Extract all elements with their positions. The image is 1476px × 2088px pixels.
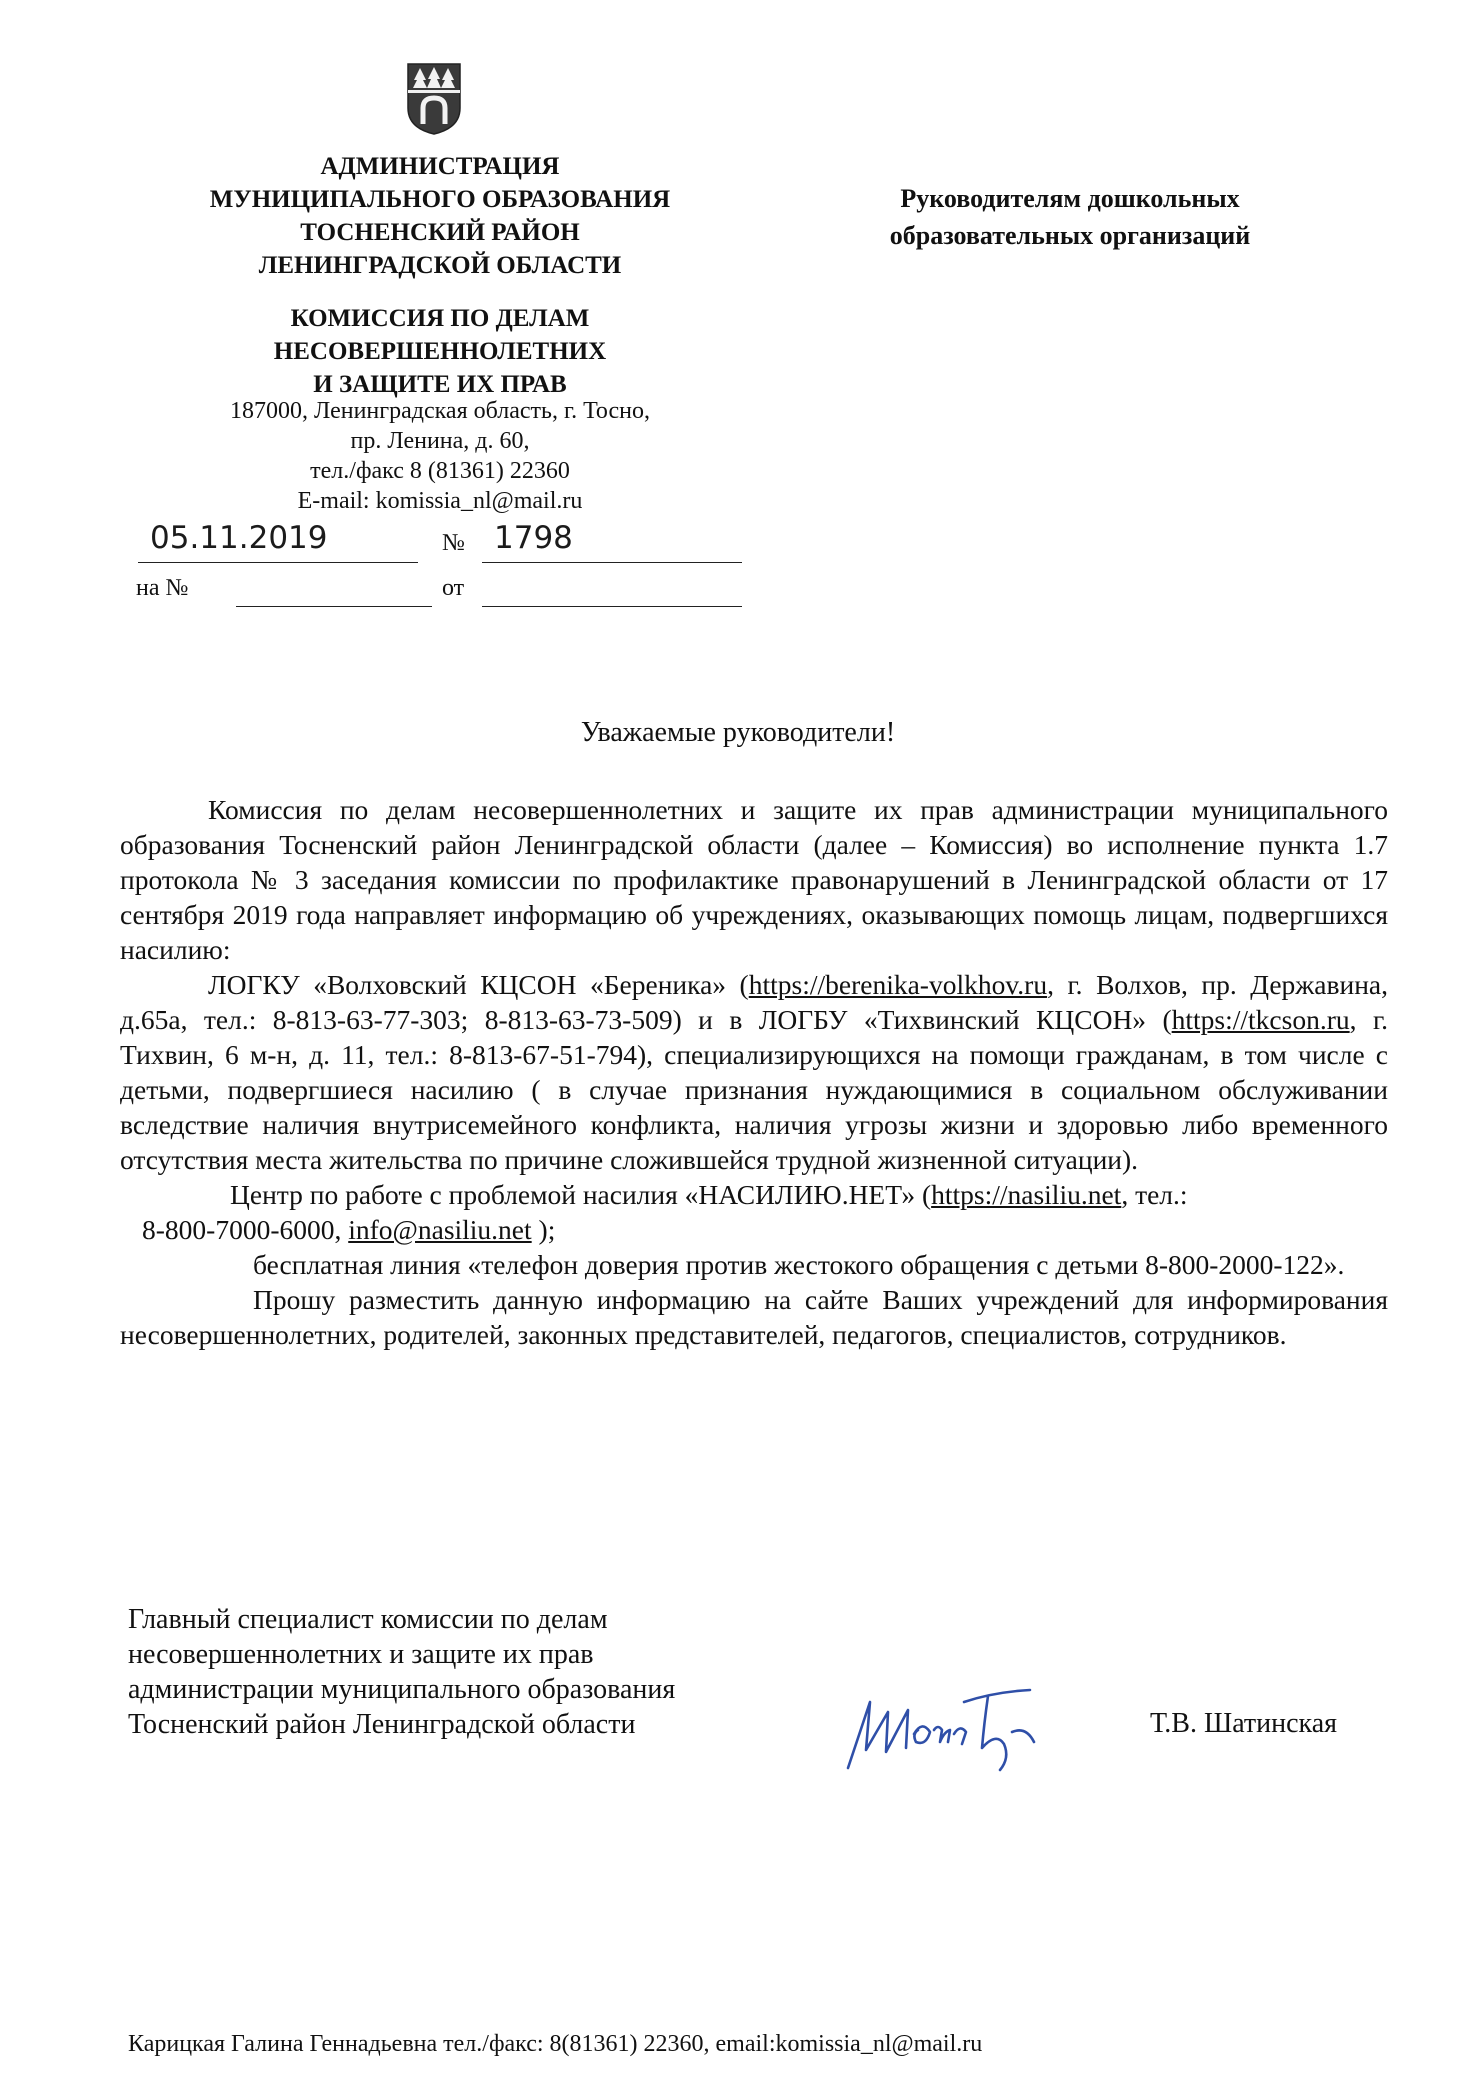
date-underline bbox=[138, 562, 418, 563]
commission-line: И ЗАЩИТЕ ИХ ПРАВ bbox=[313, 371, 567, 398]
signatory-position bbox=[128, 1602, 788, 1742]
position-line: администрации муниципального образования bbox=[128, 1674, 676, 1705]
berenika-link[interactable]: https://berenika-volkhov.ru bbox=[748, 969, 1048, 1000]
org-name bbox=[160, 150, 720, 282]
paragraph: бесплатная линия «телефон доверия против жестокого обращения с детьми 8-800-2000-122». bbox=[253, 1249, 1345, 1280]
org-line: ЛЕНИНГРАДСКОЙ ОБЛАСТИ bbox=[258, 252, 622, 279]
from-underline bbox=[482, 606, 742, 607]
org-line: АДМИНИСТРАЦИЯ bbox=[320, 153, 560, 180]
recipient bbox=[810, 180, 1330, 254]
address-line: тел./факс 8 (81361) 22360 bbox=[310, 458, 570, 484]
paragraph: 8-800-7000-6000, info@nasiliu.net ); bbox=[142, 1214, 556, 1245]
commission-line: КОМИССИЯ ПО ДЕЛАМ bbox=[290, 305, 590, 332]
address-line: 187000, Ленинградская область, г. Тосно, bbox=[229, 398, 651, 424]
outgoing-date: 05.11.2019 bbox=[150, 520, 328, 556]
handwritten-signature bbox=[826, 1672, 1076, 1776]
org-line: МУНИЦИПАЛЬНОГО ОБРАЗОВАНИЯ bbox=[209, 186, 671, 213]
position-line: Главный специалист комиссии по делам bbox=[128, 1604, 608, 1635]
reply-to-underline bbox=[236, 606, 432, 607]
commission-line: НЕСОВЕРШЕННОЛЕТНИХ bbox=[273, 338, 607, 365]
address-line: пр. Ленина, д. 60, bbox=[350, 428, 530, 454]
from-label: от bbox=[442, 575, 465, 601]
paragraph: ЛОГКУ «Волховский КЦСОН «Береника» (https://berenika-volkhov.ru, г. Волхов, пр. Державина, д.65а, тел.: 8-813-63-77-303; 8-813-63-73-509) и в ЛОГБУ «Тихвинский КЦСОН» (https://tkcson.ru, г. Тихвин, 6 м-н, д. 11, тел.: 8-813-67-51-794), специализирующихся на помощи гражданам, в том числе с детьми, подвергшиеся насилию ( в случае признания нуждающимися в социальном обслуживании вследствие наличия внутрисемейного конфликта, наличия угрозы жизни и здоровью либо временного отсутствия места жительства по причине сложившейся трудной жизненной ситуации). bbox=[120, 969, 1388, 1175]
commission-address bbox=[160, 396, 720, 516]
commission-name bbox=[160, 302, 720, 401]
number-underline bbox=[482, 562, 742, 563]
coat-of-arms-icon bbox=[406, 62, 462, 136]
nasiliu-link[interactable]: https://nasiliu.net bbox=[931, 1179, 1122, 1210]
paragraph: Центр по работе с проблемой насилия «НАСИЛИЮ.НЕТ» (https://nasiliu.net, тел.: bbox=[230, 1179, 1188, 1210]
recipient-line: образовательных организаций bbox=[889, 221, 1251, 250]
address-line: E-mail: komissia_nl@mail.ru bbox=[297, 488, 583, 514]
paragraph: Прошу разместить данную информацию на сайте Ваших учреждений для информирования несовершеннолетних, родителей, законных представителей, педагогов, специалистов, сотрудников. bbox=[120, 1284, 1388, 1350]
position-line: несовершеннолетних и защите их прав bbox=[128, 1639, 594, 1670]
signer-name: Т.В. Шатинская bbox=[1150, 1708, 1338, 1739]
greeting: Уважаемые руководители! bbox=[580, 717, 896, 748]
position-line: Тосненский район Ленинградской области bbox=[128, 1709, 636, 1740]
tkcson-link[interactable]: https://tkcson.ru bbox=[1171, 1004, 1350, 1035]
recipient-line: Руководителям дошкольных bbox=[900, 184, 1240, 213]
executor-contact: Карицкая Галина Геннадьевна тел./факс: 8(81361) 22360, email:komissia_nl@mail.ru bbox=[128, 2031, 983, 2057]
paragraph: Комиссия по делам несовершеннолетних и защите их прав администрации муниципального образования Тосненский район Ленинградской области (далее – Комиссия) во исполнение пункта 1.7 протокола № 3 заседания комиссии по профилактике правонарушений в Ленинградской области от 17 сентября 2019 года направляет информацию об учреждениях, оказывающих помощь лицам, подвергшихся насилию: bbox=[120, 794, 1388, 965]
nasiliu-email-link[interactable]: info@nasiliu.net bbox=[348, 1214, 532, 1245]
letter-body bbox=[120, 792, 1388, 1352]
reply-to-label: на № bbox=[136, 575, 189, 601]
number-label: № bbox=[442, 530, 465, 556]
org-line: ТОСНЕНСКИЙ РАЙОН bbox=[300, 219, 580, 246]
outgoing-number: 1798 bbox=[494, 520, 573, 556]
